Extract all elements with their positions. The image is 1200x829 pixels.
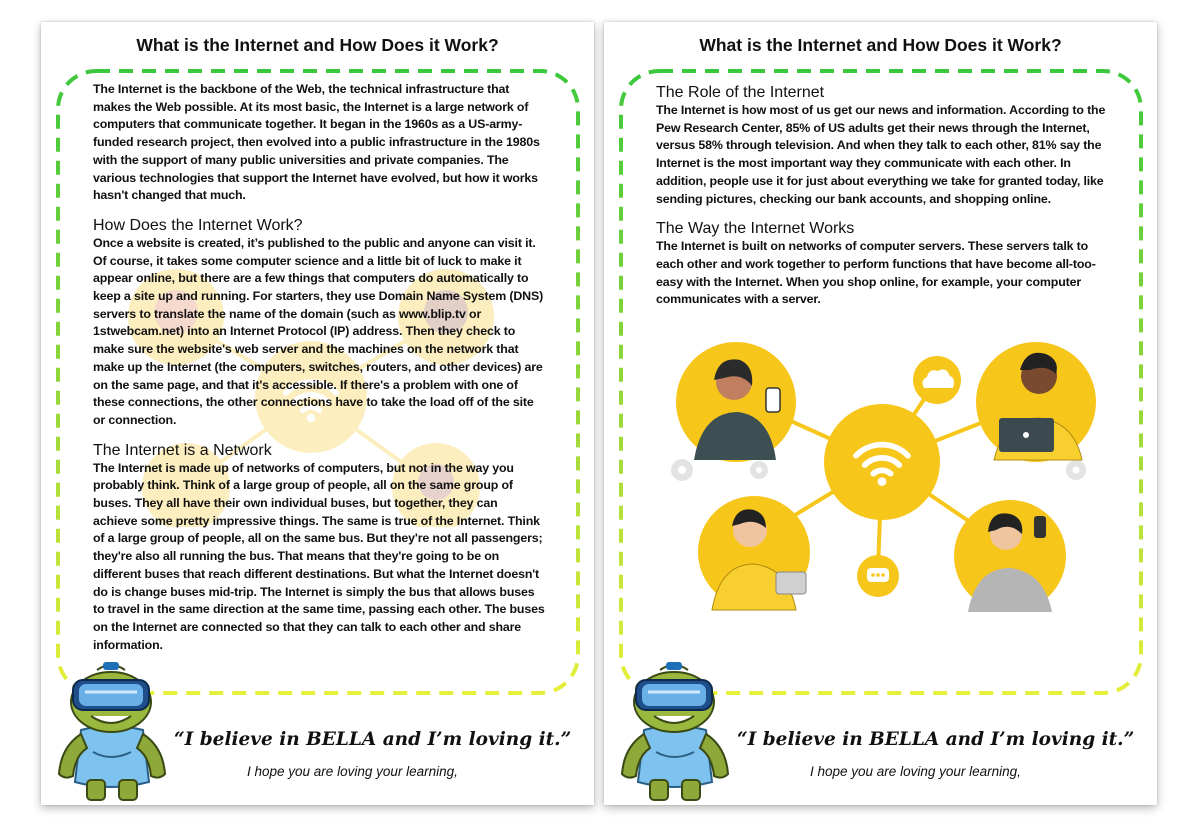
section-paragraph: Once a website is created, it’s published to the public and anyone can visit it. Of course, it takes some computer science and a little bit of luck to make it appear online, but there are a few things that computers do automatically to keep a site up and running. For starters, they use Domain Name System (DNS) servers to translate the name of the domain (such as www.blip.tv or 1stwebcam.net) into an Internet Protocol (IP) address. Then they check to make sure the website's web server and the machines on the network that make up the Internet (the computers, switches, routers, and other devices) are on the same page, and that it's accessible. If there's a problem with one of these connections, the other connections have to take the load off of the site or connection. [93,235,544,427]
person-laptop-node [976,342,1096,462]
right-page [604,22,1157,805]
section-heading-how-internet-works: How Does the Internet Work? [93,216,303,234]
left-page [41,22,594,805]
internet-network-illustration [654,320,1109,615]
quote-text: “I believe in BELLA and I’m loving it.” [174,729,572,750]
section-heading-internet-network: The Internet is a Network [93,441,272,459]
vr-robot-mascot [614,652,734,802]
person-phone-node [676,342,796,462]
person-tablet-node [698,496,810,610]
section-paragraph: The Internet is how most of us get our news and information. According to the Pew Research Center, 85% of US adults get their news through the Internet, versus 58% through television. And when they talk to each other, 81% say the Internet is the most important way they communicate with each other. In addition, people use it for just about everything we take for granted today, like sending pictures, checking our bank accounts, and shopping online. [656,103,1106,206]
chat-icon [857,555,899,597]
cloud-icon [913,356,961,404]
quote-text: “I believe in BELLA and I’m loving it.” [737,729,1135,750]
section-paragraph: The Internet is built on networks of computer servers. These servers talk to each other and work together to perform functions that have become all-too-easy with the Internet. When you shop online, for example, your computer communicates with a server. [656,239,1096,307]
signoff-text: I hope you are loving your learning, [810,764,1021,779]
section-heading-way-internet-works: The Way the Internet Works [656,220,855,238]
left-content [93,81,545,654]
page-title: What is the Internet and How Does it Work? [136,35,499,55]
vr-robot-mascot [51,652,171,802]
right-content [656,83,1108,309]
person-smartphone-node [954,500,1066,612]
signoff-text: I hope you are loving your learning, [247,764,458,779]
wifi-icon [824,404,940,520]
intro-paragraph: The Internet is the backbone of the Web, the technical infrastructure that makes the Web possible. At its most basic, the Internet is a large network of computers that communicate together. It began in the 1960s as a US-army-funded research project, then evolved into a public infrastructure in the 1980s with the support of many public universities and private companies. The various technologies that support the Internet have evolved, but how it works hasn't changed that much. [93,82,540,203]
page-title: What is the Internet and How Does it Work? [699,35,1062,55]
section-heading-role-of-internet: The Role of the Internet [656,84,825,101]
section-paragraph: The Internet is made up of networks of computers, but not in the way you probably think. Think of a large group of people, all on the same group of buses. They all have their own individual buses, but together, they can achieve some pretty impressive things. The same is true of the Internet. Think of a large group of people, all on the same bus. But they're not all passengers; they're also all running the bus. That means that they're going to be on different buses that reach different destinations. But what the Internet doesn't do is change buses mid-trip. The Internet is simply the bus that allows buses to travel in the same direction at the same time, passing each other. The buses on the Internet are connected so that they can talk to each other and share information. [93,460,545,652]
